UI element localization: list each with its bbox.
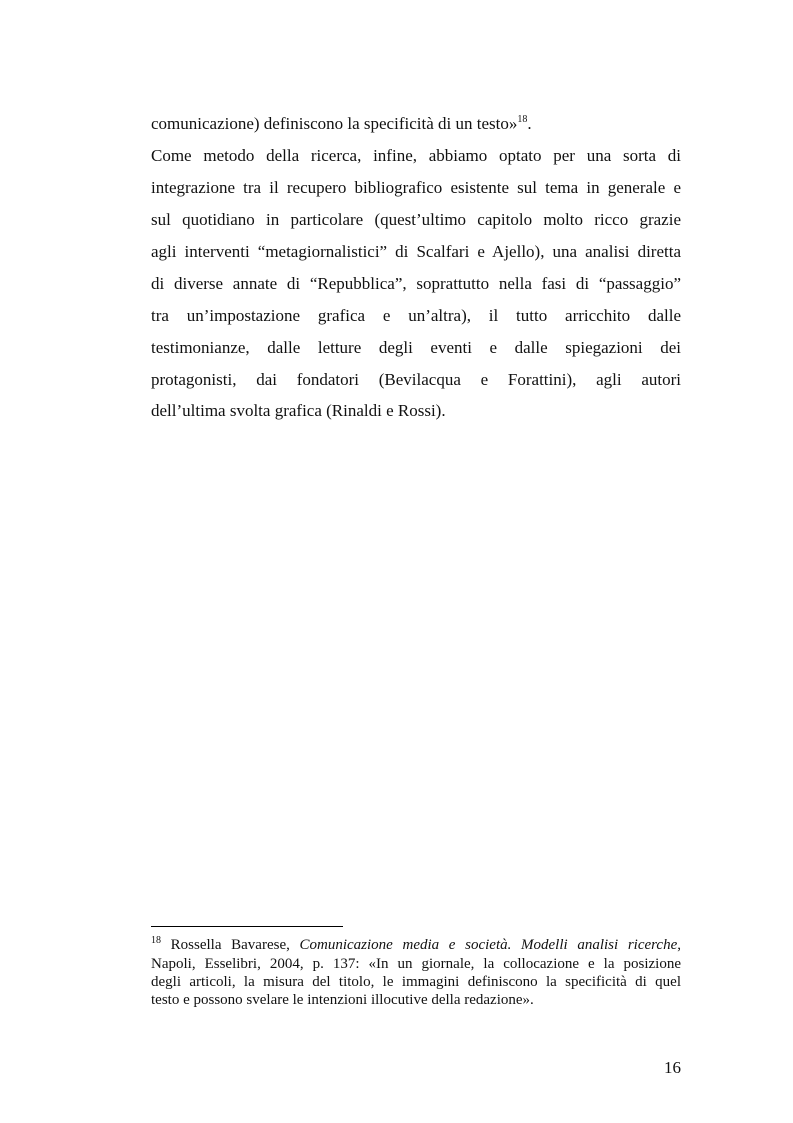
body-line-7: tra un’impostazione grafica e un’altra), il tutto arricchito dalle [151, 306, 681, 325]
footnote-reference[interactable]: 18 [517, 114, 528, 125]
body-line-1-end: . [527, 114, 532, 133]
footnote-line-2: Napoli, Esselibri, 2004, p. 137: «In un giornale, la collocazione e la posizione [151, 956, 681, 972]
body-line-2: Come metodo della ricerca, infine, abbiamo optato per una sorta di [151, 146, 681, 165]
footnote-author: Rossella Bavarese, [161, 937, 300, 953]
footnote-line-1 [151, 936, 681, 954]
footnote-line-3: degli articoli, la misura del titolo, le immagini definiscono la specificità di quel [151, 974, 681, 990]
footnote-title: Comunicazione media e società. Modelli analisi ricerche [299, 937, 678, 953]
body-line-10: dell’ultima svolta grafica (Rinaldi e Rossi). [151, 401, 446, 420]
body-line-3: integrazione tra il recupero bibliografico esistente sul tema in generale e [151, 178, 681, 197]
footnote-separator [151, 926, 343, 927]
body-line-6: di diverse annate di “Repubblica”, soprattutto nella fasi di “passaggio” [151, 274, 681, 293]
footnote-line-4: testo e possono svelare le intenzioni illocutive della redazione». [151, 992, 534, 1008]
body-line-8: testimonianze, dalle letture degli eventi e dalle spiegazioni dei [151, 338, 681, 357]
body-line-1-text: comunicazione) definiscono la specificità di un testo» [151, 114, 518, 133]
body-line-9: protagonisti, dai fondatori (Bevilacqua e Forattini), agli autori [151, 370, 681, 389]
footnote-number: 18 [151, 935, 161, 946]
page-number: 16 [664, 1058, 681, 1077]
body-line-1 [151, 114, 681, 134]
body-line-5: agli interventi “metagiornalistici” di Scalfari e Ajello), una analisi diretta [151, 242, 681, 261]
body-line-4: sul quotidiano in particolare (quest’ultimo capitolo molto ricco grazie [151, 210, 681, 229]
footnote-line-1-end: , [677, 937, 681, 953]
